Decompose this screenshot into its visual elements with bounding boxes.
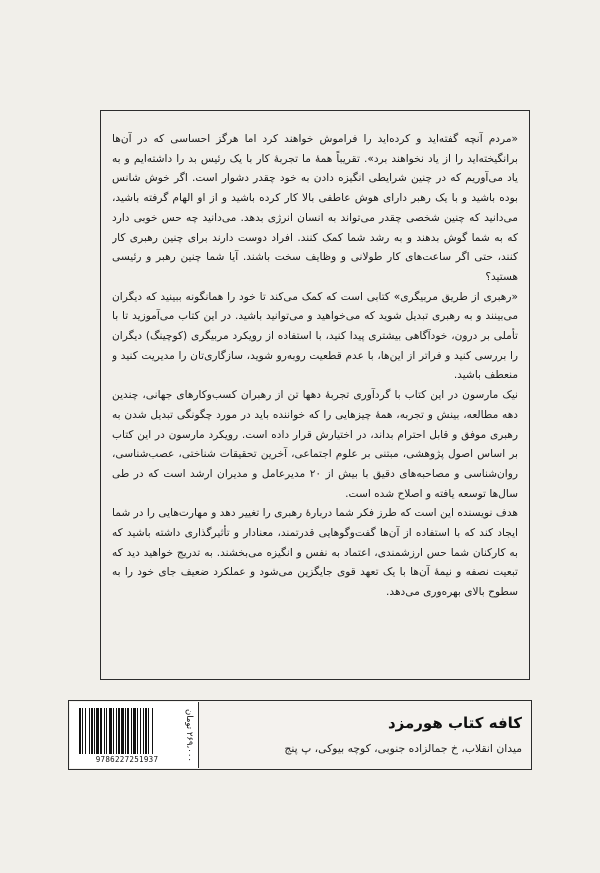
blurb-paragraph-1: «مردم آنچه گفته‌اید و کرده‌اید را فراموش خواهند کرد اما هرگز احساسی که در آن‌ها برانگیخته‌اید را از یاد نخواهند برد». تقریباً همهٔ ما تجربهٔ کار با یک رئیس بد را داشته‌ایم و به یاد می‌آوریم که در چنین شرایطی انگیزه دادن به خود چقدر دشوار است. اگر خوش شانس بوده باشید و با یک رهبر دارای هوش عاطفی بالا کار کرده باشید و از او الهام گرفته باشید، می‌دانید که چنین شخصی چقدر می‌تواند به انسان انرژی بدهد. می‌دانید چه حس خوبی دارد که به شما گوش بدهند و به رشد شما کمک کنند. افراد دوست دارند برای چنین رهبری کار کنند، حتی اگر ساعت‌های کار طولانی و وظایف سخت باشند. آیا شما چنین رهبر و رئیسی هستید؟ xyxy=(112,133,518,283)
isbn-number: 9786227251937 xyxy=(95,755,159,764)
barcode-graphic xyxy=(78,708,178,754)
blurb-paragraph-3: نیک مارسون در این کتاب با گردآوری تجربهٔ دهها تن از رهبران کسب‌وکارهای جهانی، چندین دهه مطالعه، بینش و تجربه، همهٔ چیزهایی را که خواننده باید در مورد چگونگی تبدیل شدن به رهبری موفق و قابل احترام بداند، در اختیارش قرار داده است. رویکرد مارسون در این کتاب بر اساس اصول پژوهشی، مبتنی بر علوم اجتماعی، آخرین تحقیقات شناختی، عصب‌شناسی، روان‌شناسی و مصاحبه‌های دقیق با بیش از ۲۰ مدیرعامل و مدیران ارشد است که در طی سال‌ها توسعه یافته و اصلاح شده است. xyxy=(112,389,518,500)
store-address: میدان انقلاب، خ جمالزاده جنوبی، کوچه بیوکی، پ پنج xyxy=(284,742,522,755)
store-name: کافه کتاب هورمزد xyxy=(387,714,522,732)
back-cover-blurb xyxy=(112,130,518,670)
barcode-panel xyxy=(70,702,199,768)
price-label: ۲۶۹،۰۰۰ تومان xyxy=(184,708,194,762)
blurb-paragraph-4: هدف نویسنده این است که طرز فکر شما دربارهٔ رهبری را تغییر دهد و مهارت‌هایی را در شما ایجاد کند که با استفاده از آن‌ها گفت‌وگوهایی قدرتمند، معنادار و تأثیرگذاری داشته باشید که به کارکنان شما حس ارزشمندی، اعتماد به نفس و انگیزه می‌بخشند. به تدریج خواهید دید که تبعیت نصفه و نیمهٔ آن‌ها با یک تعهد قوی جایگزین می‌شود و عملکرد ضعیف جای خود را به سطوح بالای بهره‌وری می‌دهد. xyxy=(112,507,518,599)
blurb-paragraph-2: «رهبری از طریق مربیگری» کتابی است که کمک می‌کند تا خود را همانگونه ببینید که دیگران می‌بینند و به رهبری تبدیل شوید که می‌خواهید و می‌توانید باشید. در این کتاب می‌آموزید تا با تأملی بر درون، خودآگاهی بیشتری پیدا کنید، با استفاده از رویکرد مربیگری (کوچینگ) دیگران را بررسی کنید و فراتر از این‌ها، با عدم قطعیت روبه‌رو شوید، سازگاری‌تان را مدیریت کنید و منعطف باشید. xyxy=(112,290,518,382)
